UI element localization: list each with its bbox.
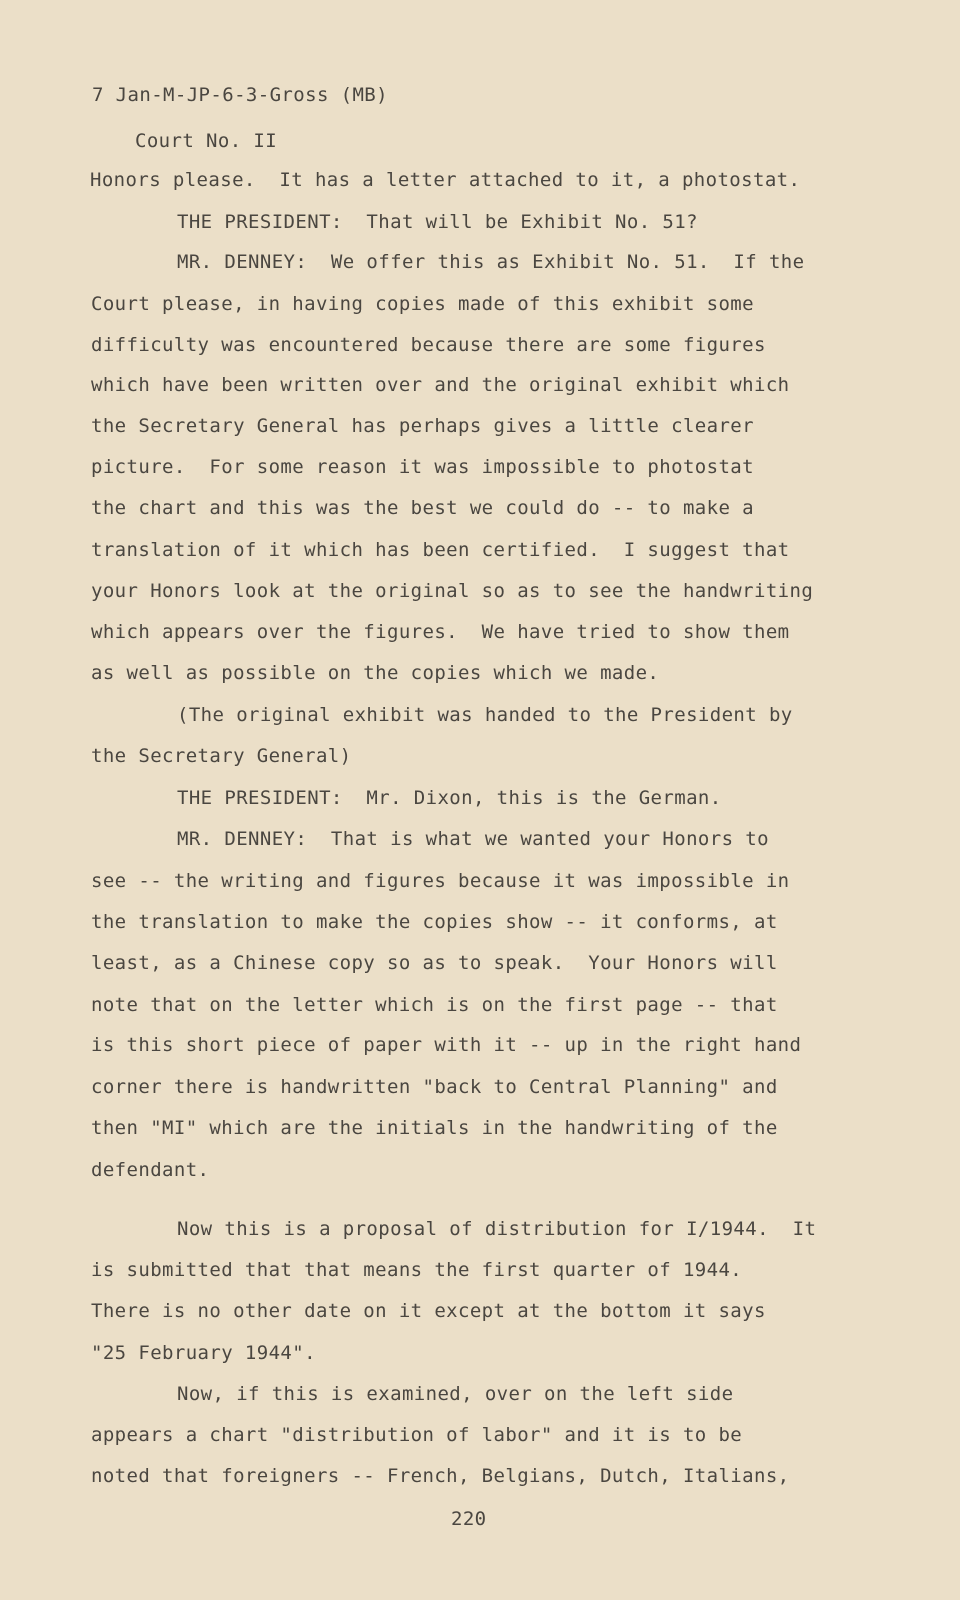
text-line: the translation to make the copies show -- it conforms, at [91, 911, 778, 933]
text-line: difficulty was encountered because there are some figures [91, 334, 766, 356]
text-line: note that on the letter which is on the first page -- that [91, 994, 778, 1016]
page-number: 220 [451, 1508, 487, 1530]
text-line: is this short piece of paper with it -- up in the right hand [91, 1034, 802, 1056]
text-line: your Honors look at the original so as to see the handwriting [91, 580, 814, 602]
text-line: THE PRESIDENT: Mr. Dixon, this is the German. [177, 787, 722, 809]
text-line: as well as possible on the copies which we made. [91, 662, 660, 684]
text-line: "25 February 1944". [91, 1342, 316, 1364]
text-line: appears a chart "distribution of labor" and it is to be [91, 1424, 743, 1446]
text-line: defendant. [91, 1159, 210, 1181]
text-line: translation of it which has been certified. I suggest that [91, 539, 790, 561]
text-line: is submitted that that means the first quarter of 1944. [91, 1259, 743, 1281]
text-line: Now this is a proposal of distribution for I/1944. It [177, 1218, 817, 1240]
text-line: least, as a Chinese copy so as to speak. Your Honors will [91, 952, 778, 974]
text-line: the Secretary General) [91, 745, 352, 767]
text-line: There is no other date on it except at the bottom it says [91, 1300, 766, 1322]
text-line: which appears over the figures. We have tried to show them [91, 621, 790, 643]
text-line: see -- the writing and figures because it was impossible in [91, 870, 790, 892]
text-line: which have been written over and the original exhibit which [91, 374, 790, 396]
text-line: the Secretary General has perhaps gives a little clearer [91, 415, 754, 437]
text-line: MR. DENNEY: We offer this as Exhibit No. 51. If the [177, 251, 805, 273]
text-line: Court please, in having copies made of this exhibit some [91, 293, 754, 315]
text-line: corner there is handwritten "back to Central Planning" and [91, 1076, 778, 1098]
header-code: 7 Jan-M-JP-6-3-Gross (MB) [92, 84, 388, 106]
text-line: then "MI" which are the initials in the handwriting of the [91, 1117, 778, 1139]
court-label: Court No. II [135, 130, 278, 152]
text-line: Honors please. It has a letter attached to it, a photostat. [90, 169, 801, 191]
text-line: picture. For some reason it was impossible to photostat [91, 456, 754, 478]
text-line: MR. DENNEY: That is what we wanted your Honors to [177, 828, 769, 850]
text-line: (The original exhibit was handed to the President by [177, 704, 793, 726]
text-line: Now, if this is examined, over on the left side [177, 1383, 734, 1405]
text-line: noted that foreigners -- French, Belgians, Dutch, Italians, [91, 1465, 790, 1487]
text-line: the chart and this was the best we could do -- to make a [91, 497, 754, 519]
text-line: THE PRESIDENT: That will be Exhibit No. 51? [177, 211, 698, 233]
